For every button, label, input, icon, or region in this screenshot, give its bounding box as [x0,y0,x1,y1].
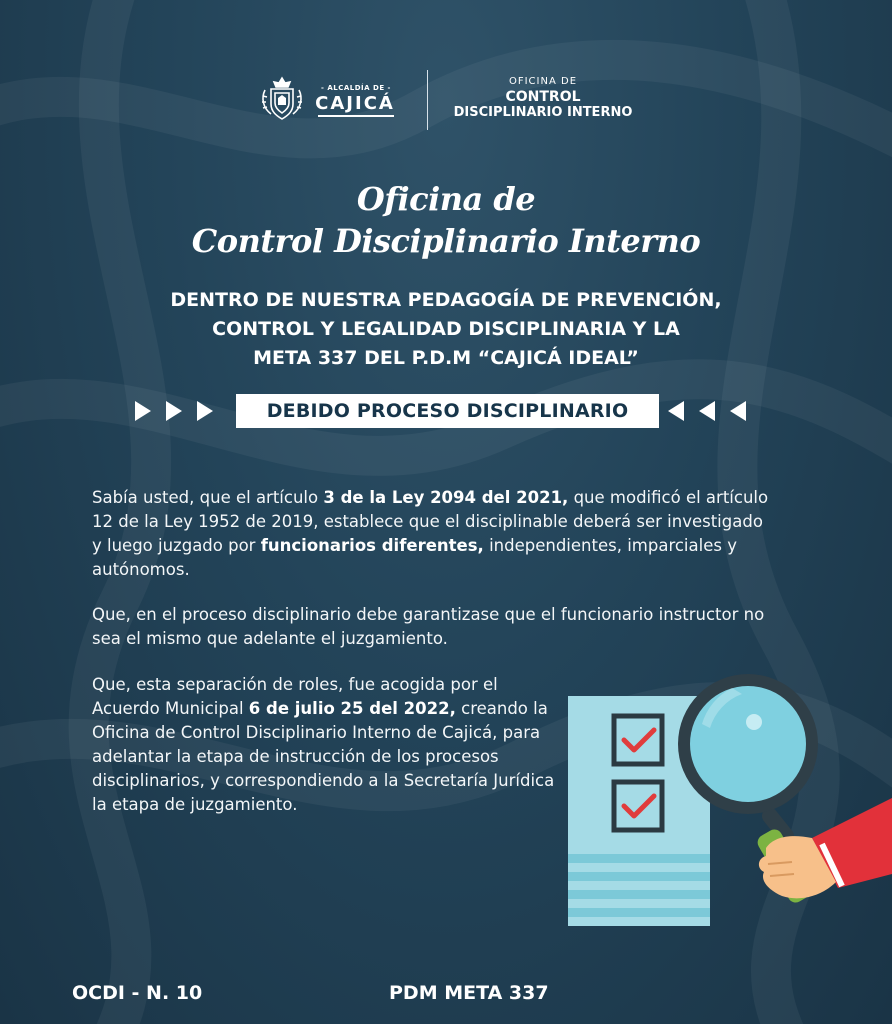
office-label-line2: CONTROL [505,89,581,105]
subtitle-line1: DENTRO DE NUESTRA PEDAGOGÍA DE PREVENCIÓN, [170,289,722,311]
checkbox-1 [614,716,662,764]
paragraph-3 [92,673,562,817]
header-divider [427,70,428,130]
header [0,68,892,132]
triangle-left-icon [666,400,752,422]
paragraph-2: Que, en el proceso disciplinario debe garantizase que el funcionario instructor no sea el mismo que adelante el juzgamiento. [92,605,765,648]
paragraph-1-text-a: Sabía usted, que el artículo [92,488,324,507]
logo-subtitle: - ALCALDÍA DE - [321,84,391,92]
logo-underline [318,115,394,117]
hand-icon [759,798,892,898]
paragraph-1 [92,486,772,582]
title-line2: Control Disciplinario Interno [191,222,701,260]
office-label-line1: OFICINA DE [508,76,578,87]
office-label-line3: DISCIPLINARIO INTERNO [453,105,633,120]
paragraph-3-text-a: Que, esta separación de roles, fue acogida por el Acuerdo Municipal [92,675,498,718]
checkbox-2 [614,782,662,830]
triangle-right-icon [133,400,219,422]
paragraph-3-bold: 6 de julio 25 del 2022, [248,699,456,718]
banner-debido-proceso: DEBIDO PROCESO DISCIPLINARIO [236,394,659,428]
footer-ocdi-number: OCDI - N. 10 [72,982,203,1004]
subtitle-line3: META 337 DEL P.D.M “CAJICÁ IDEAL” [253,347,639,369]
title-line1: Oficina de [356,180,536,218]
checklist-magnifier-icon [560,668,892,930]
subtitle [0,286,892,373]
paragraph-1-text-b: que modificó el artículo 12 de la Ley 1952 de 2019, establece que el disciplinable deberá ser investigado y luego juzgado por [92,488,769,555]
coat-of-arms-icon [257,74,307,124]
paragraph-1-text-c: independientes, imparciales y autónomos. [92,536,737,579]
subtitle-line2: CONTROL Y LEGALIDAD DISCIPLINARIA Y LA [212,318,680,340]
paragraph-1-bold-a: 3 de la Ley 2094 del 2021, [323,488,569,507]
footer-pdm-meta: PDM META 337 [389,982,549,1004]
paragraph-3-text-b: creando la Oficina de Control Disciplinario Interno de Cajicá, para adelantar la etapa de instrucción de los procesos disciplinarios, y correspondiendo a la Secretaría Jurídica la etapa de juzgamiento. [92,699,555,814]
paragraph-1-bold-b: funcionarios diferentes, [260,536,484,555]
logo-cajica: CAJICÁ [315,93,395,114]
